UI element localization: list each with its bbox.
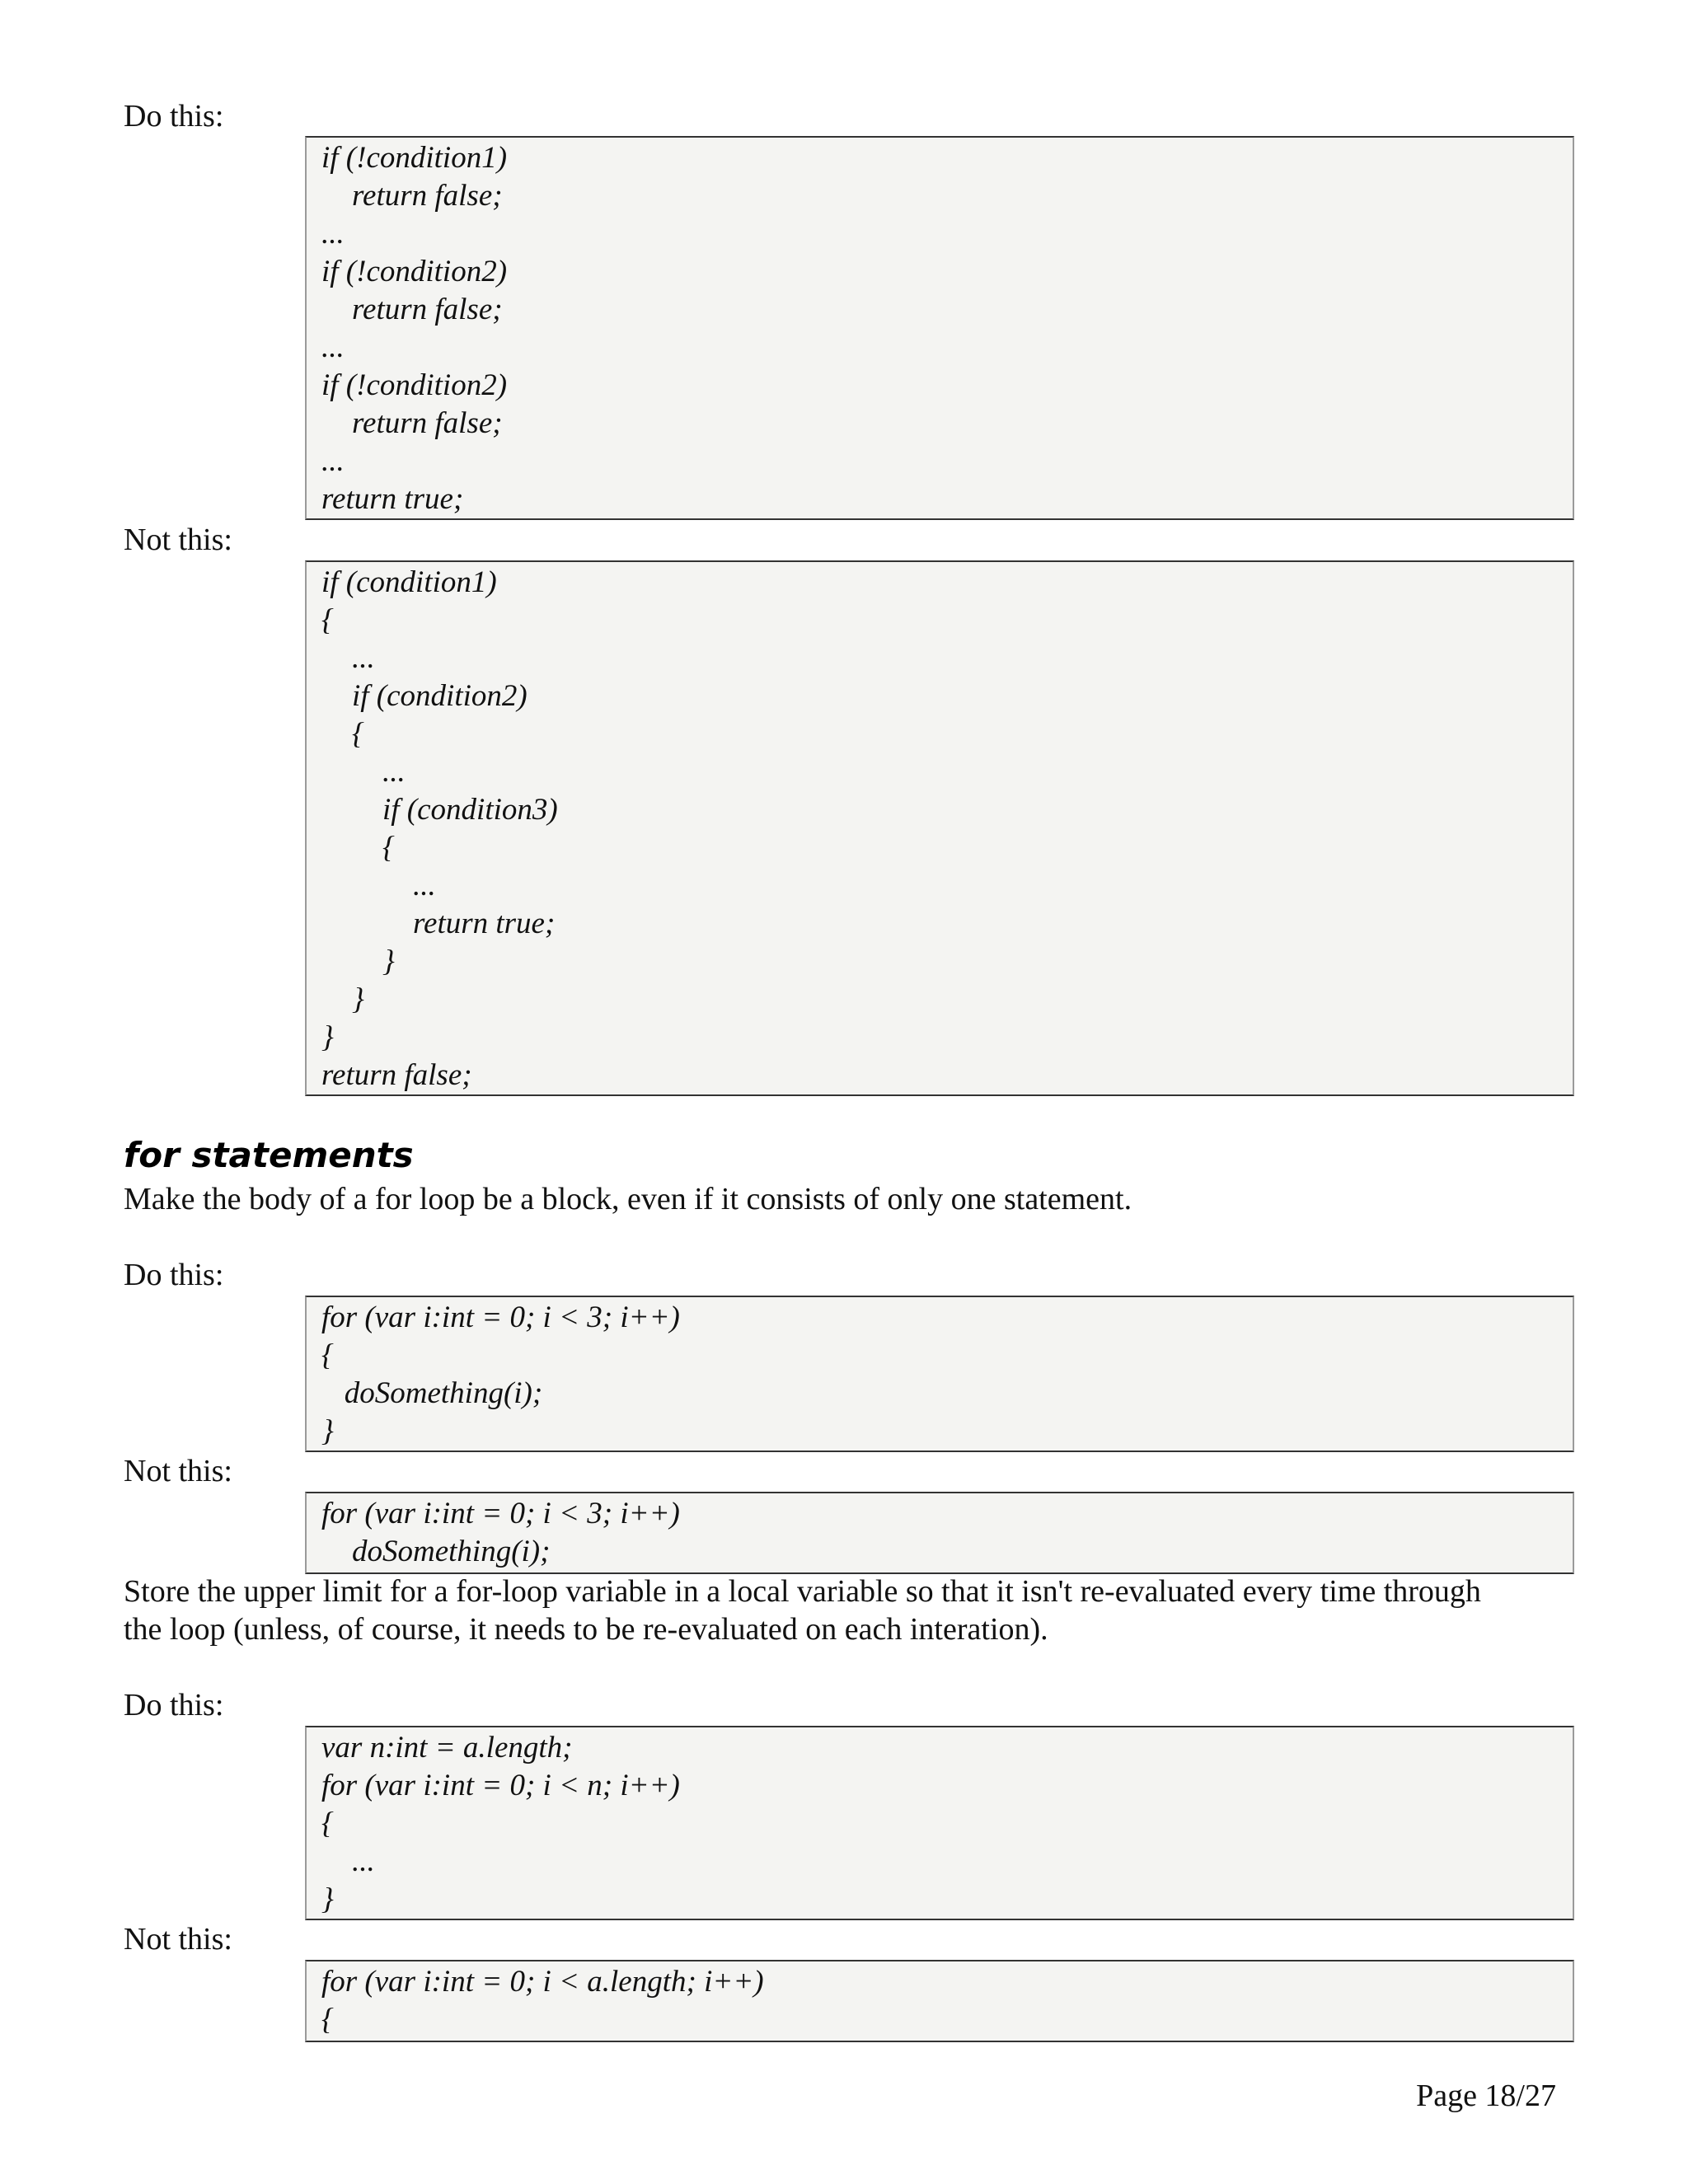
do-this-label: Do this: [124, 1688, 224, 1722]
code-line: for (var i:int = 0; i < n; i++) [321, 1769, 680, 1802]
do-this-label: Do this: [124, 1258, 224, 1292]
code-line: } [321, 944, 395, 978]
code-line: for (var i:int = 0; i < a.length; i++) [321, 1965, 764, 1999]
code-line: if (!condition2) [321, 368, 508, 402]
code-line: ... [321, 755, 406, 789]
code-line: ... [321, 641, 375, 675]
code-line: doSomething(i); [321, 1376, 543, 1410]
code-block-not-nested-ifs [305, 560, 1574, 1096]
code-line: } [321, 1020, 334, 1054]
code-block-do-cached-length [305, 1726, 1574, 1920]
code-line: } [321, 1414, 334, 1448]
code-line: ... [321, 869, 436, 902]
not-this-label: Not this: [124, 1454, 232, 1488]
code-line: { [321, 1338, 334, 1372]
intro-paragraph: Make the body of a for loop be a block, even if it consists of only one statement. [124, 1182, 1132, 1216]
code-line: return false; [321, 406, 503, 440]
code-line: ... [321, 330, 345, 364]
code-line: return true; [321, 482, 464, 516]
code-line: ... [321, 217, 345, 251]
not-this-label: Not this: [124, 1922, 232, 1957]
code-line: { [321, 831, 395, 865]
code-line: doSomething(i); [321, 1535, 551, 1568]
not-this-label: Not this: [124, 523, 232, 557]
code-line: for (var i:int = 0; i < 3; i++) [321, 1497, 680, 1530]
code-line: return false; [321, 179, 503, 213]
code-line: { [321, 603, 334, 637]
code-block-do-early-return [305, 136, 1574, 520]
page-number: Page 18/27 [1416, 2079, 1556, 2113]
code-block-do-for-block [305, 1296, 1574, 1452]
code-line: return false; [321, 293, 503, 326]
code-line: ... [321, 1844, 375, 1878]
code-line: if (condition3) [321, 793, 558, 827]
code-line: var n:int = a.length; [321, 1731, 573, 1765]
code-line: for (var i:int = 0; i < 3; i++) [321, 1301, 680, 1334]
code-line: } [321, 1882, 334, 1916]
paragraph-line: Store the upper limit for a for-loop variable in a local variable so that it isn't re-evaluated every time through [124, 1574, 1481, 1609]
code-line: if (condition2) [321, 679, 528, 713]
paragraph-line: the loop (unless, of course, it needs to be re-evaluated on each interation). [124, 1612, 1048, 1647]
code-line: if (!condition1) [321, 141, 508, 175]
code-line: return true; [321, 907, 556, 940]
code-line: { [321, 717, 364, 751]
code-block-not-length-each-time [305, 1960, 1574, 2042]
section-heading: for statements [124, 1135, 414, 1175]
code-line: { [321, 2003, 334, 2036]
code-line: } [321, 982, 364, 1016]
code-line: if (!condition2) [321, 255, 508, 288]
code-line: if (condition1) [321, 565, 497, 599]
code-line: { [321, 1807, 334, 1840]
code-block-not-for-single [305, 1492, 1574, 1574]
code-line: return false; [321, 1058, 472, 1092]
do-this-label: Do this: [124, 99, 224, 134]
code-line: ... [321, 444, 345, 478]
